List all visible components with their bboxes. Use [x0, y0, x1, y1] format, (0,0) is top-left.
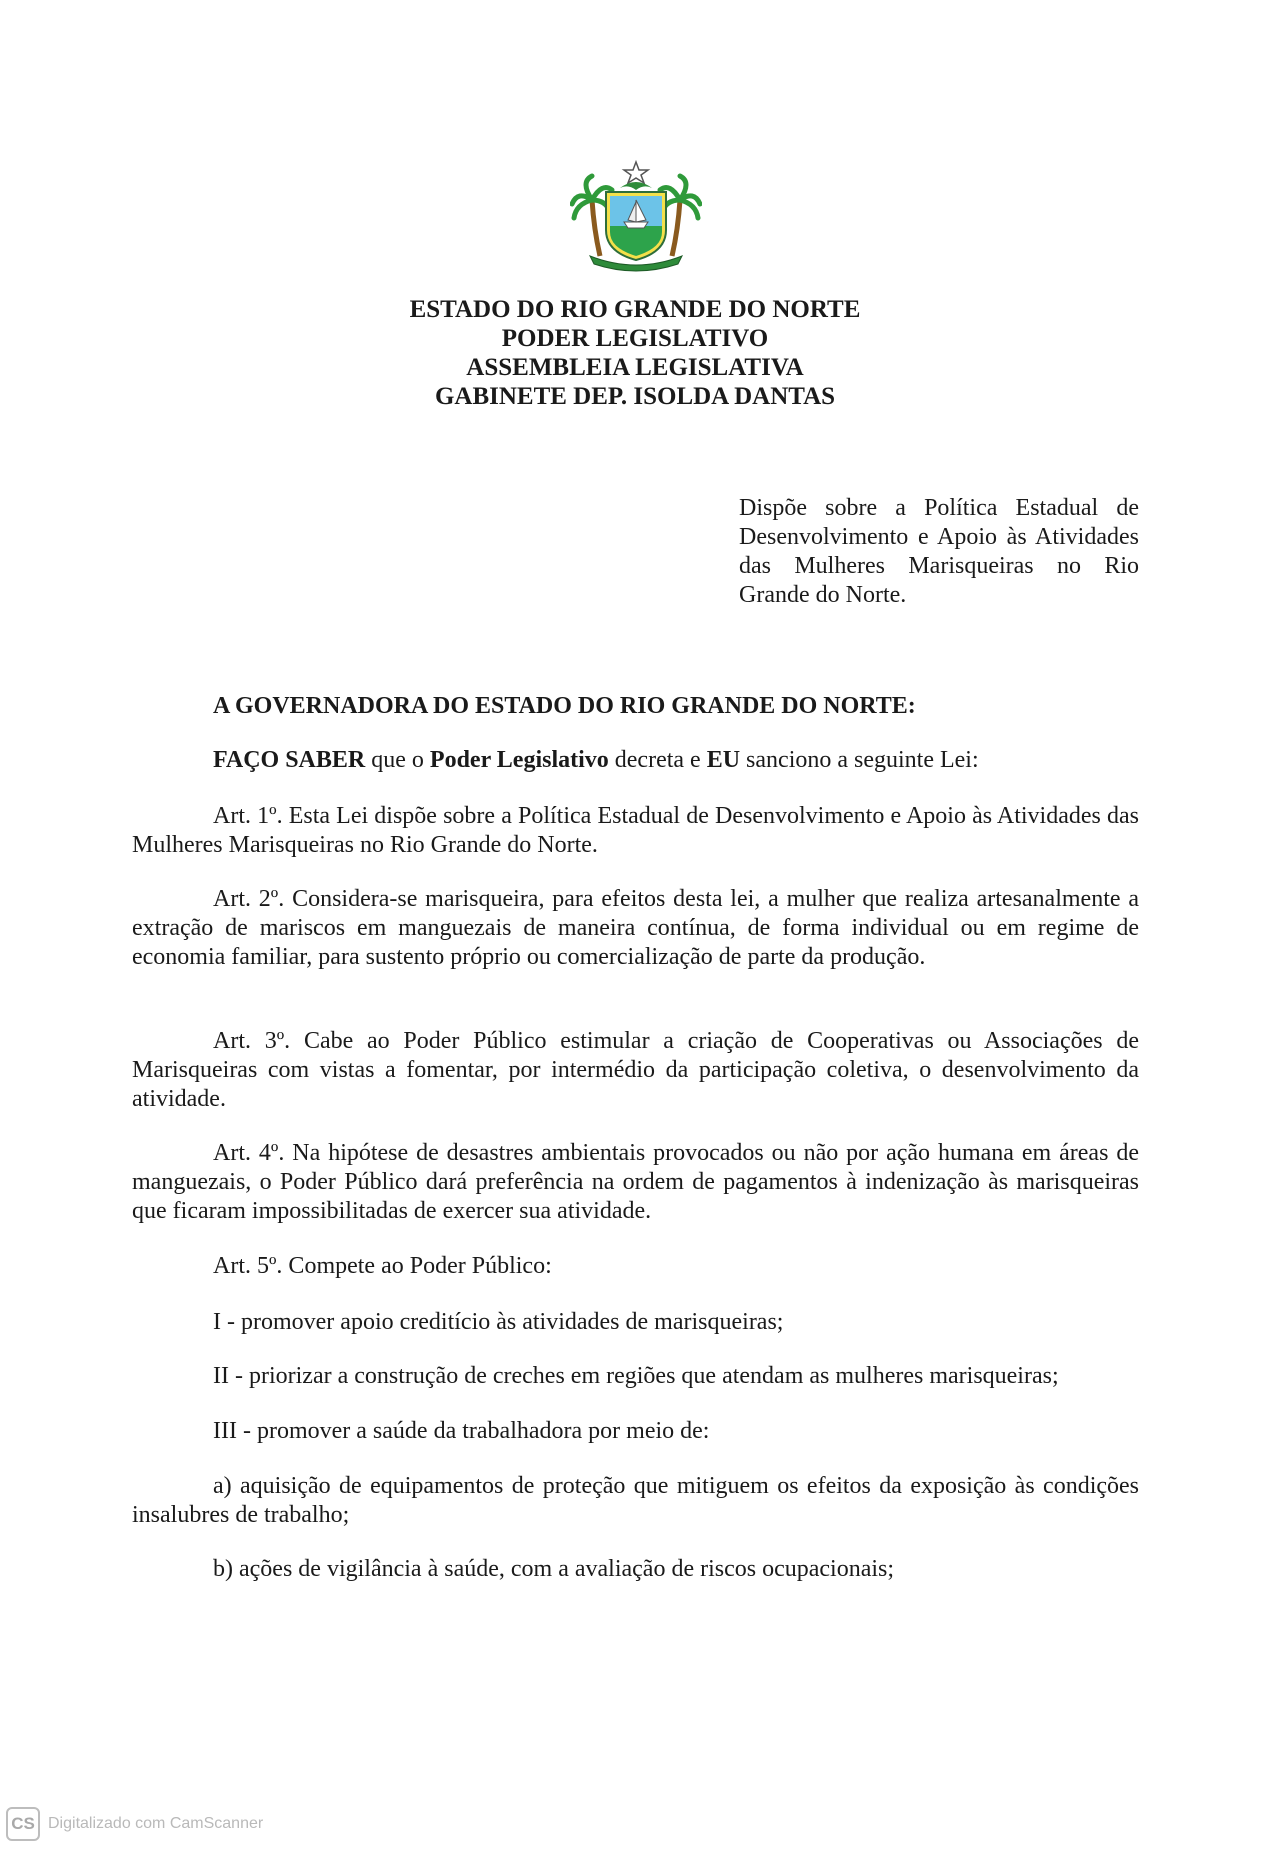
document-header	[300, 295, 970, 411]
coat-of-arms-emblem	[570, 160, 702, 272]
article-5-item-3-b: b) ações de vigilância à saúde, com a avaliação de riscos ocupacionais;	[213, 1556, 895, 1582]
header-office: GABINETE DEP. ISOLDA DANTAS	[434, 383, 836, 410]
enactment-text-2: decreta e	[608, 747, 707, 773]
enactment-text-1: que o	[365, 747, 430, 773]
enactment-bold-3: EU	[706, 747, 741, 773]
header-state: ESTADO DO RIO GRANDE DO NORTE	[409, 296, 861, 323]
article-5-item-1: I - promover apoio creditício às atividades de marisqueiras;	[213, 1309, 784, 1335]
header-power: PODER LEGISLATIVO	[501, 325, 769, 352]
article-2: Art. 2º. Considera-se marisqueira, para efeitos desta lei, a mulher que realiza artesanalmente a extração de mariscos em manguezais de maneira contínua, de forma individual ou em regime de economia familiar, para sustento próprio ou comercialização de parte da produção.	[132, 886, 1139, 970]
ementa: Dispõe sobre a Política Estadual de Desenvolvimento e Apoio às Atividades das Mulheres Marisqueiras no Rio Grande do Norte.	[739, 495, 1139, 608]
scanner-watermark	[6, 1804, 306, 1844]
enactment-clause	[132, 746, 1139, 775]
article-5-item-3: III - promover a saúde da trabalhadora por meio de:	[213, 1418, 710, 1444]
camscanner-logo-icon: CS	[6, 1807, 40, 1841]
article-5-item-2: II - priorizar a construção de creches em regiões que atendam as mulheres marisqueiras;	[213, 1363, 1059, 1389]
article-3: Art. 3º. Cabe ao Poder Público estimular a criação de Cooperativas ou Associações de Marisqueiras com vistas a fomentar, por intermédio da participação coletiva, o desenvolvimento da atividade.	[132, 1028, 1139, 1112]
article-5: Art. 5º. Compete ao Poder Público:	[213, 1253, 552, 1279]
enactment-bold-2: Poder Legislativo	[429, 747, 609, 773]
scanner-watermark-text: Digitalizado com CamScanner	[48, 1815, 264, 1832]
header-assembly: ASSEMBLEIA LEGISLATIVA	[466, 354, 804, 381]
enactment-bold-1: FAÇO SABER	[213, 747, 366, 773]
article-5-item-3-a: a) aquisição de equipamentos de proteção que mitiguem os efeitos da exposição às condições insalubres de trabalho;	[132, 1473, 1139, 1528]
article-4: Art. 4º. Na hipótese de desastres ambientais provocados ou não por ação humana em áreas de manguezais, o Poder Público dará preferência na ordem de pagamentos à indenização às marisqueiras que ficaram impossibilitadas de exercer sua atividade.	[132, 1140, 1139, 1224]
enactment-text-3: sanciono a seguinte Lei:	[740, 747, 979, 773]
governor-heading-text: A GOVERNADORA DO ESTADO DO RIO GRANDE DO NORTE:	[213, 693, 916, 719]
governor-heading	[132, 692, 1139, 721]
article-1: Art. 1º. Esta Lei dispõe sobre a Política Estadual de Desenvolvimento e Apoio às Atividades das Mulheres Marisqueiras no Rio Grande do Norte.	[132, 803, 1139, 858]
